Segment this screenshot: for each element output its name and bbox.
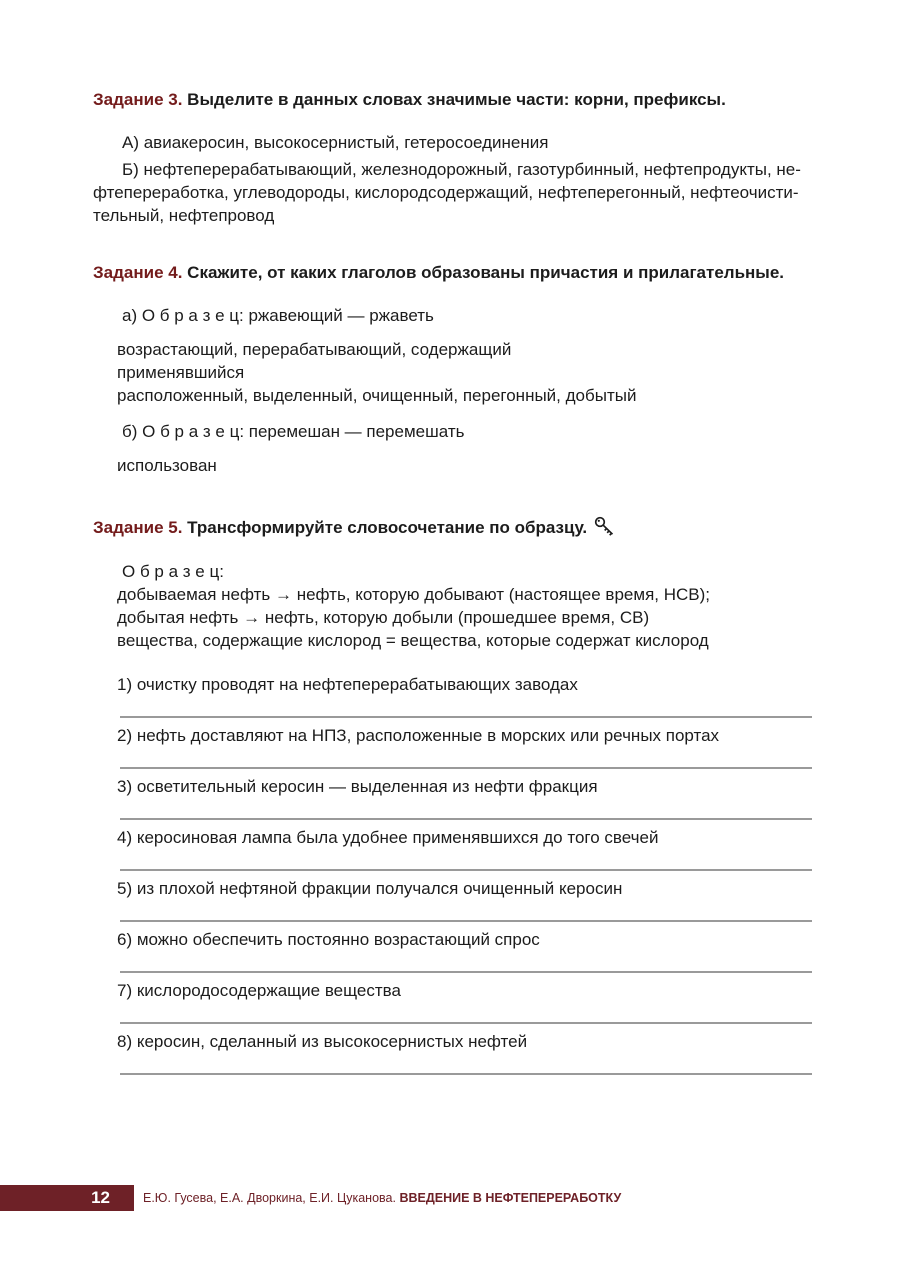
answer-line (120, 716, 812, 718)
task-item-text: 8) керосин, сделанный из высокосернистых нефтей (117, 1032, 528, 1051)
task-3-label: Задание 3. (93, 90, 183, 109)
task-3-item-a: А) авиакеросин, высокосернистый, гетеросоединения (122, 133, 549, 152)
task-5-item-2 (93, 724, 812, 769)
page-content (93, 88, 812, 1081)
task-item-text: 3) осветительный керосин — выделенная из нефти фракция (117, 777, 598, 796)
task-3-section (93, 88, 812, 227)
task-5-example-block (93, 560, 812, 652)
answer-line (120, 971, 812, 973)
task-5-item-3 (93, 775, 812, 820)
task-4-example-b: б) О б р а з е ц: перемешан — перемешать (122, 422, 465, 441)
task-5-label: Задание 5. (93, 518, 183, 537)
task-5-item-8 (93, 1030, 812, 1075)
answer-line (120, 767, 812, 769)
task-5-section (93, 515, 812, 1075)
task-5-item-1 (93, 673, 812, 718)
answer-line (120, 1022, 812, 1024)
task-4-word-line: применявшийся (117, 363, 245, 382)
task-5-title: Трансформируйте словосочетание по образцу. (187, 518, 588, 537)
task-4-title: Скажите, от каких глаголов образованы причастия и прилагательные. (187, 263, 785, 282)
task-4-heading (93, 261, 812, 284)
task-4-section (93, 261, 812, 477)
task-5-example-line: вещества, содержащие кислород = вещества, которые содержат кислород (117, 631, 709, 650)
task-item-text: 4) керосиновая лампа была удобнее применявшихся до того свечей (117, 828, 659, 847)
task-5-example-line: добываемая нефть → нефть, которую добывают (настоящее время, НСВ); (117, 585, 710, 604)
task-5-item-4 (93, 826, 812, 871)
task-5-example-heading: О б р а з е ц: (122, 562, 224, 581)
running-footer (143, 1185, 621, 1211)
task-4-example-a: а) О б р а з е ц: ржавеющий — ржаветь (122, 306, 434, 325)
task-5-item-7 (93, 979, 812, 1024)
task-3-title: Выделите в данных словах значимые части: корни, префиксы. (187, 90, 726, 109)
task-item-text: 7) кислородосодержащие вещества (117, 981, 401, 1000)
key-icon (593, 515, 617, 542)
task-3-item-b-line: тельный, нефтепровод (93, 206, 275, 225)
task-5-item-6 (93, 928, 812, 973)
page-number-badge (0, 1185, 134, 1211)
task-4-word-line: использован (117, 456, 217, 475)
page-number: 12 (91, 1188, 110, 1207)
task-item-text: 1) очистку проводят на нефтеперерабатывающих заводах (117, 675, 578, 694)
answer-line (120, 818, 812, 820)
task-3-heading (93, 88, 812, 111)
task-item-text: 2) нефть доставляют на НПЗ, расположенные в морских или речных портах (117, 726, 720, 745)
footer-authors: Е.Ю. Гусева, Е.А. Дворкина, Е.И. Цуканова. (143, 1191, 396, 1205)
task-5-item-5 (93, 877, 812, 922)
task-3-item-b-line: фтепереработка, углеводороды, кислородсодержащий, нефтеперегонный, нефтеочисти- (93, 183, 799, 202)
task-4-label: Задание 4. (93, 263, 183, 282)
task-4-word-line: расположенный, выделенный, очищенный, перегонный, добытый (117, 386, 637, 405)
footer-book-title: ВВЕДЕНИЕ В НЕФТЕПЕРЕРАБОТКУ (399, 1191, 622, 1205)
answer-line (120, 1073, 812, 1075)
task-5-heading (93, 515, 812, 542)
task-item-text: 6) можно обеспечить постоянно возрастающий спрос (117, 930, 540, 949)
answer-line (120, 869, 812, 871)
task-item-text: 5) из плохой нефтяной фракции получался очищенный керосин (117, 879, 623, 898)
task-5-example-line: добытая нефть → нефть, которую добыли (прошедшее время, СВ) (117, 608, 650, 627)
task-3-item-b-line: Б) нефтеперерабатывающий, железнодорожный, газотурбинный, нефтепродукты, не- (122, 160, 801, 179)
answer-line (120, 920, 812, 922)
task-4-word-line: возрастающий, перерабатывающий, содержащий (117, 340, 512, 359)
